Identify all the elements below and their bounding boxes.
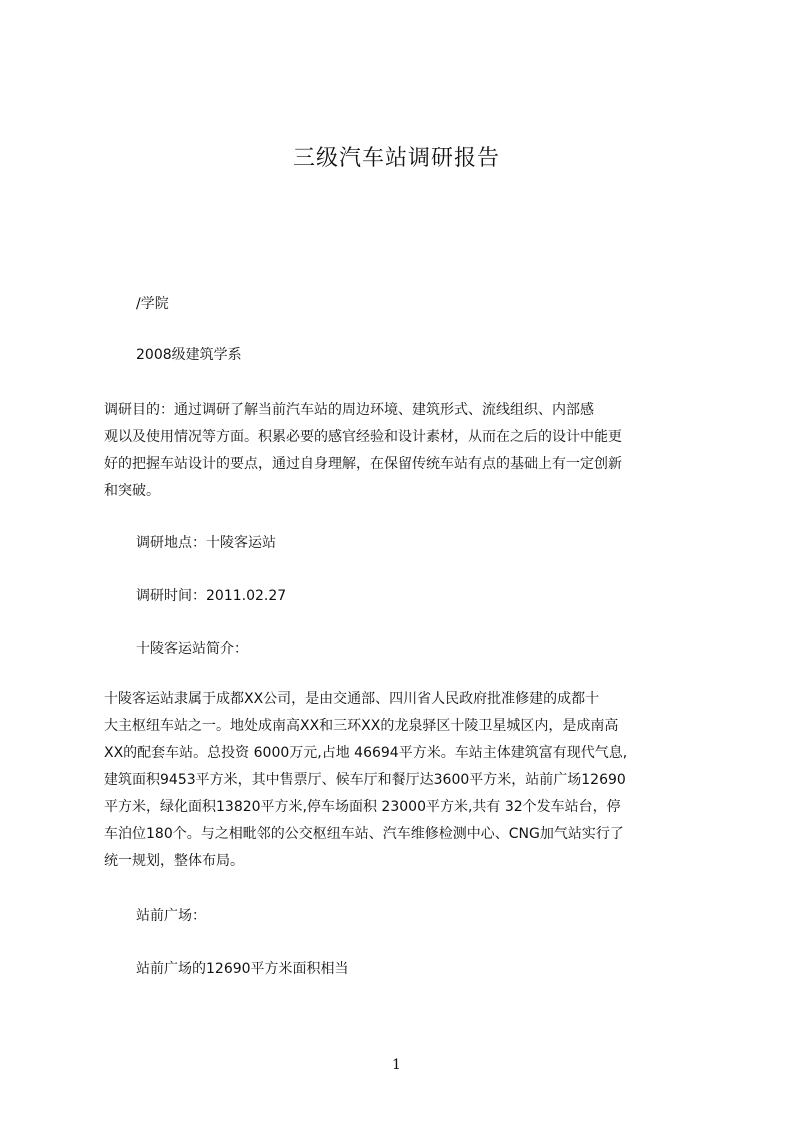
intro-line: 十陵客运站隶属于成都XX公司，是由交通部、四川省人民政府批准修建的成都十 bbox=[104, 691, 600, 707]
document-title: 三级汽车站调研报告 bbox=[292, 146, 500, 171]
intro-line: 车泊位180个。与之相毗邻的公交枢纽车站、汽车维修检测中心、CNG加气站实行了 bbox=[104, 826, 624, 842]
time-line: 调研时间：2011.02.27 bbox=[136, 588, 287, 604]
intro-line: XX的配套车站。总投资 6000万元,占地 46694平方米。车站主体建筑富有现代气息, bbox=[104, 745, 628, 761]
intro-line: 建筑面积9453平方米，其中售票厅、候车厅和餐厅达3600平方米，站前广场12690 bbox=[104, 772, 626, 788]
intro-heading: 十陵客运站简介： bbox=[136, 641, 248, 657]
purpose-line: 观以及使用情况等方面。积累必要的感官经验和设计素材，从而在之后的设计中能更 bbox=[104, 429, 622, 445]
location-line: 调研地点：十陵客运站 bbox=[136, 535, 276, 551]
intro-line: 平方米，绿化面积13820平方米,停车场面积 23000平方米,共有 32个发车站台，停 bbox=[104, 799, 621, 815]
purpose-line: 好的把握车站设计的要点，通过自身理解，在保留传统车站有点的基础上有一定创新 bbox=[104, 456, 622, 472]
institution-line: /学院 bbox=[136, 296, 169, 312]
page-number: 1 bbox=[392, 1057, 401, 1073]
plaza-text: 站前广场的12690平方米面积相当 bbox=[136, 961, 349, 977]
intro-line: 统一规划，整体布局。 bbox=[104, 853, 244, 869]
intro-paragraph bbox=[104, 686, 700, 875]
department-line: 2008级建筑学系 bbox=[136, 347, 242, 363]
plaza-heading: 站前广场： bbox=[136, 908, 206, 924]
purpose-line: 调研目的：通过调研了解当前汽车站的周边环境、建筑形式、流线组织、内部感 bbox=[104, 402, 594, 418]
purpose-paragraph bbox=[104, 397, 700, 505]
purpose-line: 和突破。 bbox=[104, 483, 160, 499]
intro-line: 大主枢纽车站之一。地处成南高XX和三环XX的龙泉驿区十陵卫星城区内，是成南高 bbox=[104, 718, 619, 734]
